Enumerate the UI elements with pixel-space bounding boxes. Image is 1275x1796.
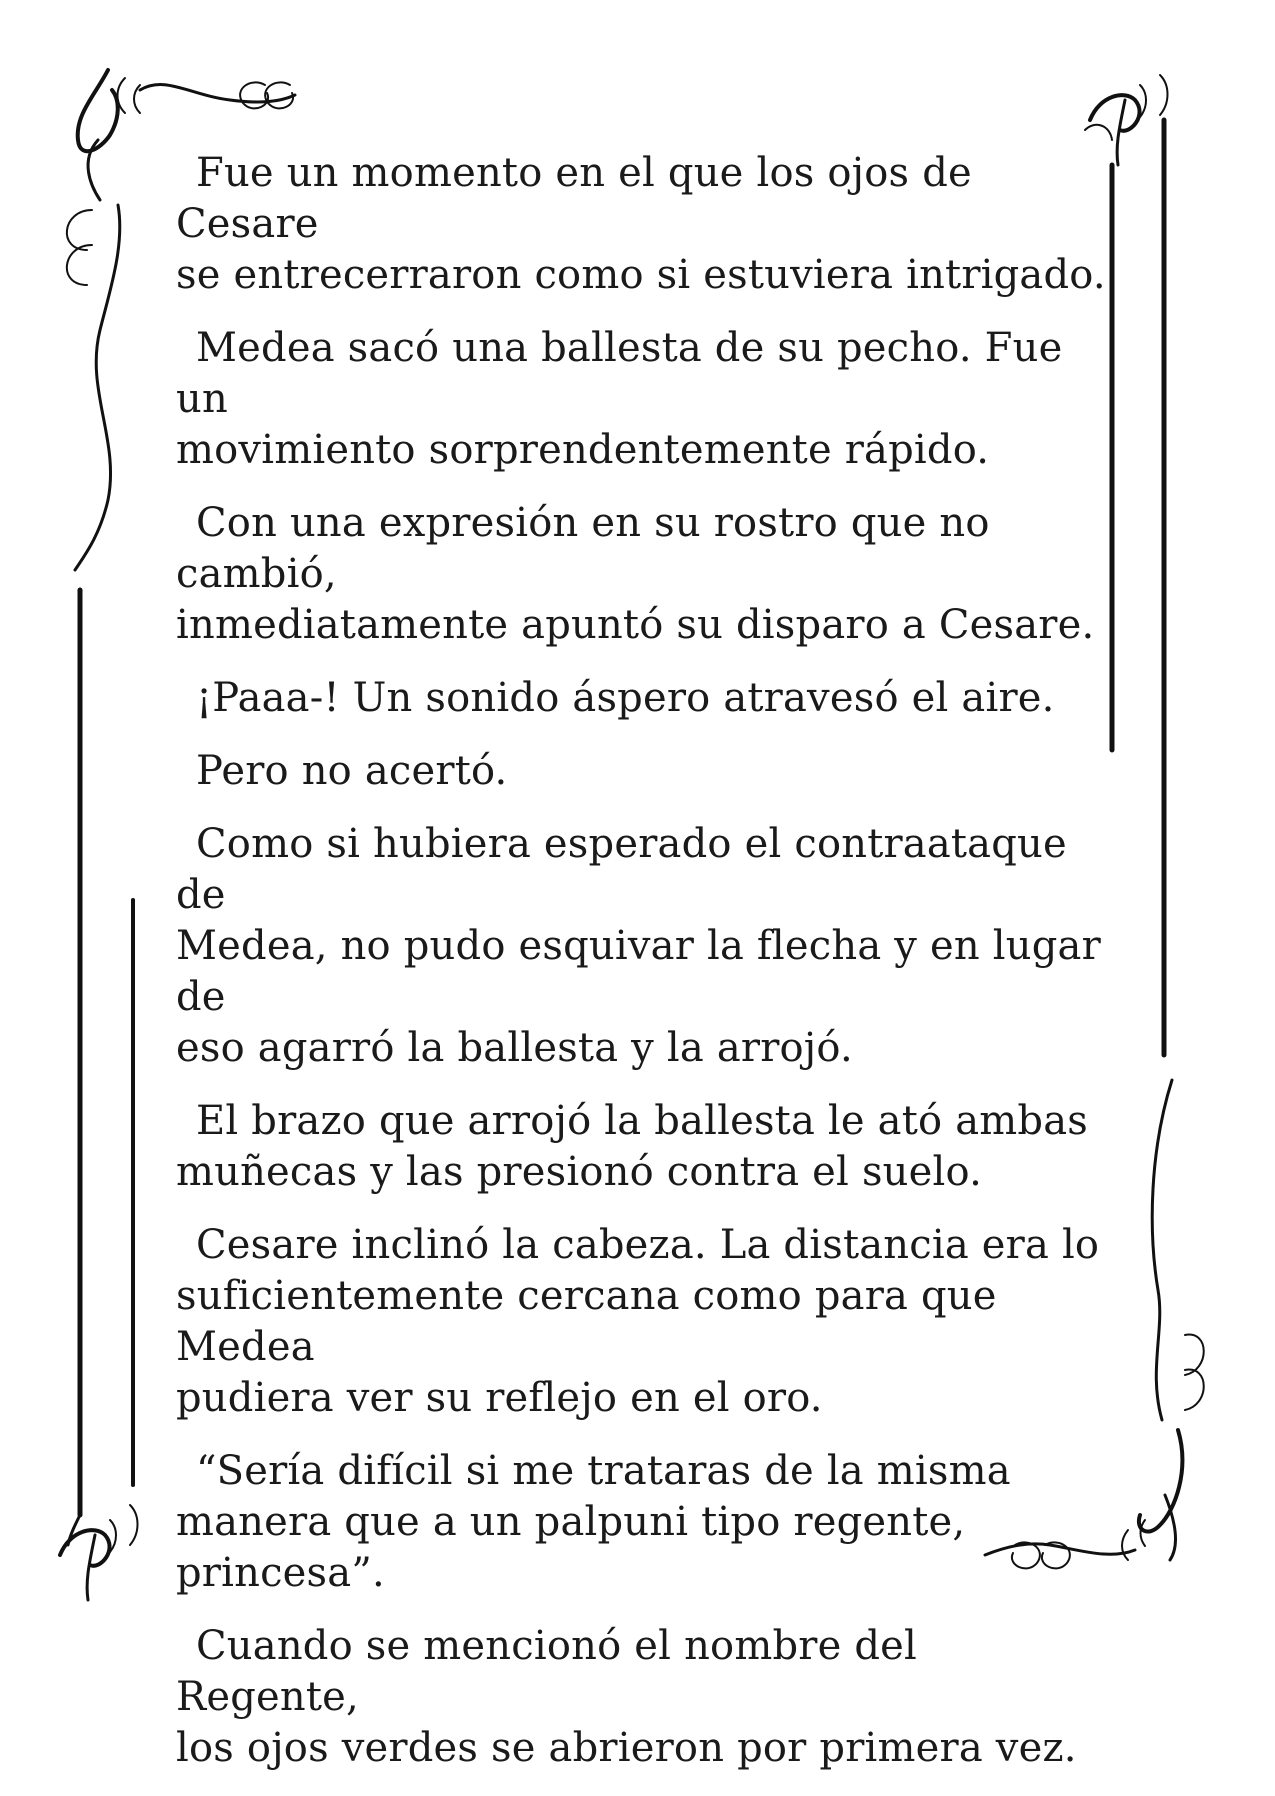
paragraph: ¡Paaa-! Un sonido áspero atravesó el aire. [196, 675, 1055, 721]
bottom-left-flourish-icon [60, 1505, 138, 1600]
paragraph: Cuando se mencionó el nombre del Regente, los ojos verdes se abrieron por primera vez. [176, 1623, 1077, 1771]
paragraph: Fue un momento en el que los ojos de Cesare se entrecerraron como si estuviera intrigado. [176, 150, 1106, 298]
paragraph: Como si hubiera esperado el contraataque de Medea, no pudo esquivar la flecha y en lugar de eso agarró la ballesta y la arrojó. [176, 821, 1101, 1071]
paragraph: Medea sacó una ballesta de su pecho. Fue un movimiento sorprendentemente rápido. [176, 325, 1063, 473]
paragraph: “Sería difícil si me trataras de la misma manera que a un palpuni tipo regente, princesa”. [176, 1448, 1011, 1596]
paragraph: Con una expresión en su rostro que no cambió, inmediatamente apuntó su disparo a Cesare. [176, 500, 1095, 648]
paragraph: Pero no acertó. [196, 748, 508, 794]
story-text [176, 148, 1106, 1796]
paragraph: El brazo que arrojó la ballesta le ató ambas muñecas y las presionó contra el suelo. [176, 1098, 1088, 1195]
paragraph: Cesare inclinó la cabeza. La distancia era lo suficientemente cercana como para que Medea pudiera ver su reflejo en el oro. [176, 1222, 1100, 1421]
